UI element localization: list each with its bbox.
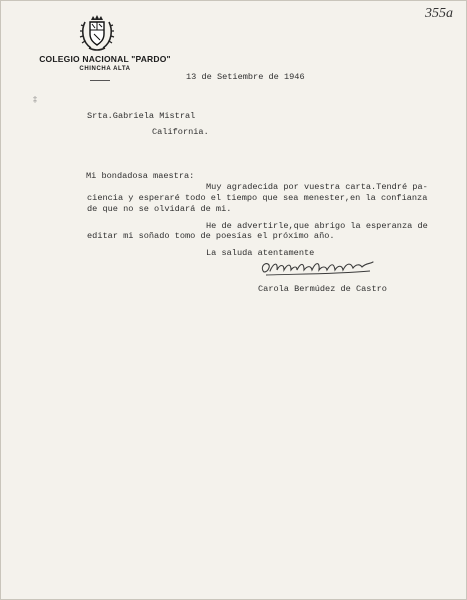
school-name: COLEGIO NACIONAL "PARDO" bbox=[39, 54, 171, 64]
paragraph1-line: Muy agradecida por vuestra carta.Tendré pa- bbox=[206, 182, 428, 192]
paragraph1-line: de que no se olvidará de mi. bbox=[87, 204, 232, 214]
paragraph1-line: ciencia y esperaré todo el tiempo que sea menester,en la confianza bbox=[87, 193, 428, 203]
handwritten-signature-icon bbox=[258, 258, 378, 278]
recipient-name: Srta.Gabriela Mistral bbox=[87, 111, 196, 121]
signer-name: Carola Bermúdez de Castro bbox=[258, 284, 387, 294]
closing: La saluda atentamente bbox=[206, 248, 315, 258]
recipient-place: California. bbox=[152, 127, 209, 137]
school-city: CHINCHA ALTA bbox=[79, 66, 131, 72]
stray-ink-mark: ‡ bbox=[33, 95, 37, 104]
paragraph2-line: editar mi soñado tomo de poesías el próximo año. bbox=[87, 231, 335, 241]
salutation: Mi bondadosa maestra: bbox=[86, 171, 195, 181]
paragraph2-line: He de advertirle,que abrigo la esperanza de bbox=[206, 221, 428, 231]
coat-of-arms-icon bbox=[79, 14, 115, 54]
letterhead-divider bbox=[90, 80, 110, 81]
letter-date: 13 de Setiembre de 1946 bbox=[186, 72, 305, 82]
archive-number: 355a bbox=[425, 6, 453, 21]
